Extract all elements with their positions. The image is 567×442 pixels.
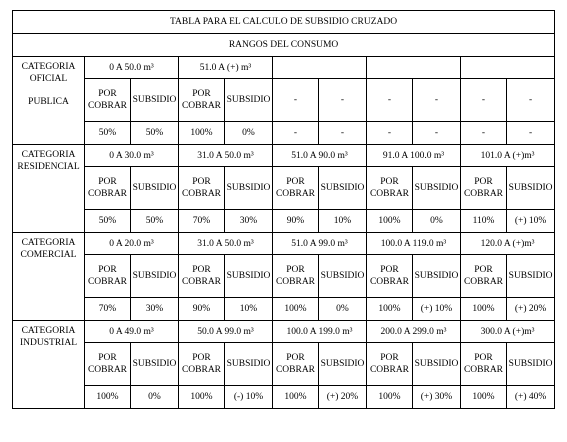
range-cell [461,57,555,79]
subtitle-row [13,34,555,57]
header-por-cobrar: POR COBRAR [367,167,413,210]
header-por-cobrar: POR COBRAR [273,167,319,210]
range-cell [273,57,367,79]
value-subsidio: 50% [131,210,179,233]
value-por-cobrar: 100% [179,122,225,145]
category-label [13,233,85,321]
value-subsidio: (+) 10% [507,210,555,233]
range-cell: 0 A 30.0 m³ [85,145,179,167]
value-por-cobrar: 100% [367,298,413,321]
header-subsidio: SUBSIDIO [131,167,179,210]
range-cell: 50.0 A 99.0 m³ [179,321,273,343]
header-subsidio: SUBSIDIO [413,343,461,386]
value-por-cobrar: 90% [179,298,225,321]
value-subsidio: (+) 20% [319,386,367,409]
header-row [13,167,555,210]
category-name-line: COMERCIAL [20,250,77,260]
value-subsidio: (+) 30% [413,386,461,409]
category-label [13,321,85,409]
value-por-cobrar: 90% [273,210,319,233]
value-subsidio: - [319,122,367,145]
value-por-cobrar: 100% [273,298,319,321]
category-name-line: CATEGORIA [21,150,76,160]
value-subsidio: - [507,122,555,145]
header-por-cobrar: POR COBRAR [179,343,225,386]
header-subsidio: SUBSIDIO [319,343,367,386]
header-por-cobrar: - [367,79,413,122]
range-cell: 0 A 50.0 m³ [85,57,179,79]
value-por-cobrar: 100% [461,386,507,409]
value-por-cobrar: - [367,122,413,145]
value-subsidio: 50% [131,122,179,145]
header-subsidio: SUBSIDIO [507,343,555,386]
range-cell [367,57,461,79]
header-por-cobrar: POR COBRAR [179,255,225,298]
category-name-line: CATEGORIA [21,62,76,72]
value-por-cobrar: 110% [461,210,507,233]
value-subsidio: 10% [225,298,273,321]
category-label [13,57,85,145]
category-extra-label: PUBLICA [28,97,69,107]
value-por-cobrar: - [461,122,507,145]
value-por-cobrar: 70% [179,210,225,233]
range-cell: 31.0 A 50.0 m³ [179,145,273,167]
subsidy-table [12,10,555,409]
value-subsidio: (+) 20% [507,298,555,321]
header-por-cobrar: - [461,79,507,122]
header-por-cobrar: POR COBRAR [273,343,319,386]
range-cell: 0 A 20.0 m³ [85,233,179,255]
header-por-cobrar: POR COBRAR [461,167,507,210]
value-por-cobrar: 100% [85,386,131,409]
value-por-cobrar: 100% [273,386,319,409]
table-title: TABLA PARA EL CALCULO DE SUBSIDIO CRUZADO [13,11,555,34]
range-row [13,145,555,167]
value-subsidio: (-) 10% [225,386,273,409]
value-subsidio: (+) 40% [507,386,555,409]
range-cell: 100.0 A 119.0 m³ [367,233,461,255]
header-subsidio: SUBSIDIO [319,255,367,298]
table-subtitle: RANGOS DEL CONSUMO [13,34,555,57]
header-subsidio: SUBSIDIO [319,167,367,210]
header-por-cobrar: POR COBRAR [461,343,507,386]
value-por-cobrar: 50% [85,122,131,145]
category-name-line: INDUSTRIAL [20,338,77,348]
range-cell: 31.0 A 50.0 m³ [179,233,273,255]
value-subsidio: (+) 10% [413,298,461,321]
range-cell: 0 A 49.0 m³ [85,321,179,343]
value-subsidio: - [413,122,461,145]
value-por-cobrar: 70% [85,298,131,321]
value-por-cobrar: 100% [367,210,413,233]
value-subsidio: 0% [413,210,461,233]
header-por-cobrar: POR COBRAR [461,255,507,298]
value-por-cobrar: 100% [179,386,225,409]
range-cell: 120.0 A (+)m³ [461,233,555,255]
header-subsidio: SUBSIDIO [225,343,273,386]
header-row [13,255,555,298]
header-subsidio: SUBSIDIO [225,167,273,210]
header-por-cobrar: POR COBRAR [179,167,225,210]
header-por-cobrar: POR COBRAR [85,167,131,210]
header-subsidio: - [413,79,461,122]
range-cell: 51.0 A 90.0 m³ [273,145,367,167]
table-body [13,11,555,409]
value-subsidio: 0% [225,122,273,145]
value-subsidio: 0% [131,386,179,409]
value-row [13,122,555,145]
header-por-cobrar: POR COBRAR [179,79,225,122]
range-cell: 300.0 A (+)m³ [461,321,555,343]
header-por-cobrar: POR COBRAR [85,79,131,122]
title-row [13,11,555,34]
header-subsidio: - [507,79,555,122]
header-row [13,343,555,386]
header-subsidio: SUBSIDIO [225,79,273,122]
range-cell: 101.0 A (+)m³ [461,145,555,167]
header-subsidio: SUBSIDIO [507,255,555,298]
value-por-cobrar: 100% [461,298,507,321]
value-row [13,386,555,409]
category-name-line: OFICIAL [29,74,68,84]
value-subsidio: 0% [319,298,367,321]
header-subsidio: SUBSIDIO [225,255,273,298]
value-subsidio: 30% [131,298,179,321]
header-subsidio: SUBSIDIO [131,79,179,122]
header-subsidio: - [319,79,367,122]
value-subsidio: 10% [319,210,367,233]
category-name-line: CATEGORIA [21,326,76,336]
range-cell: 100.0 A 199.0 m³ [273,321,367,343]
header-subsidio: SUBSIDIO [413,255,461,298]
range-cell: 200.0 A 299.0 m³ [367,321,461,343]
range-row [13,321,555,343]
range-cell: 51.0 A 99.0 m³ [273,233,367,255]
header-row [13,79,555,122]
value-por-cobrar: 100% [367,386,413,409]
category-name-line: CATEGORIA [21,238,76,248]
range-cell: 51.0 A (+) m³ [179,57,273,79]
header-subsidio: SUBSIDIO [131,255,179,298]
value-por-cobrar: 50% [85,210,131,233]
header-por-cobrar: POR COBRAR [85,343,131,386]
header-por-cobrar: POR COBRAR [367,255,413,298]
header-subsidio: SUBSIDIO [507,167,555,210]
value-por-cobrar: - [273,122,319,145]
range-cell: 91.0 A 100.0 m³ [367,145,461,167]
header-por-cobrar: - [273,79,319,122]
category-label [13,145,85,233]
header-por-cobrar: POR COBRAR [85,255,131,298]
category-name-line: RESIDENCIAL [17,162,80,172]
value-subsidio: 30% [225,210,273,233]
range-row [13,57,555,79]
value-row [13,210,555,233]
header-por-cobrar: POR COBRAR [273,255,319,298]
header-por-cobrar: POR COBRAR [367,343,413,386]
value-row [13,298,555,321]
header-subsidio: SUBSIDIO [413,167,461,210]
header-subsidio: SUBSIDIO [131,343,179,386]
range-row [13,233,555,255]
